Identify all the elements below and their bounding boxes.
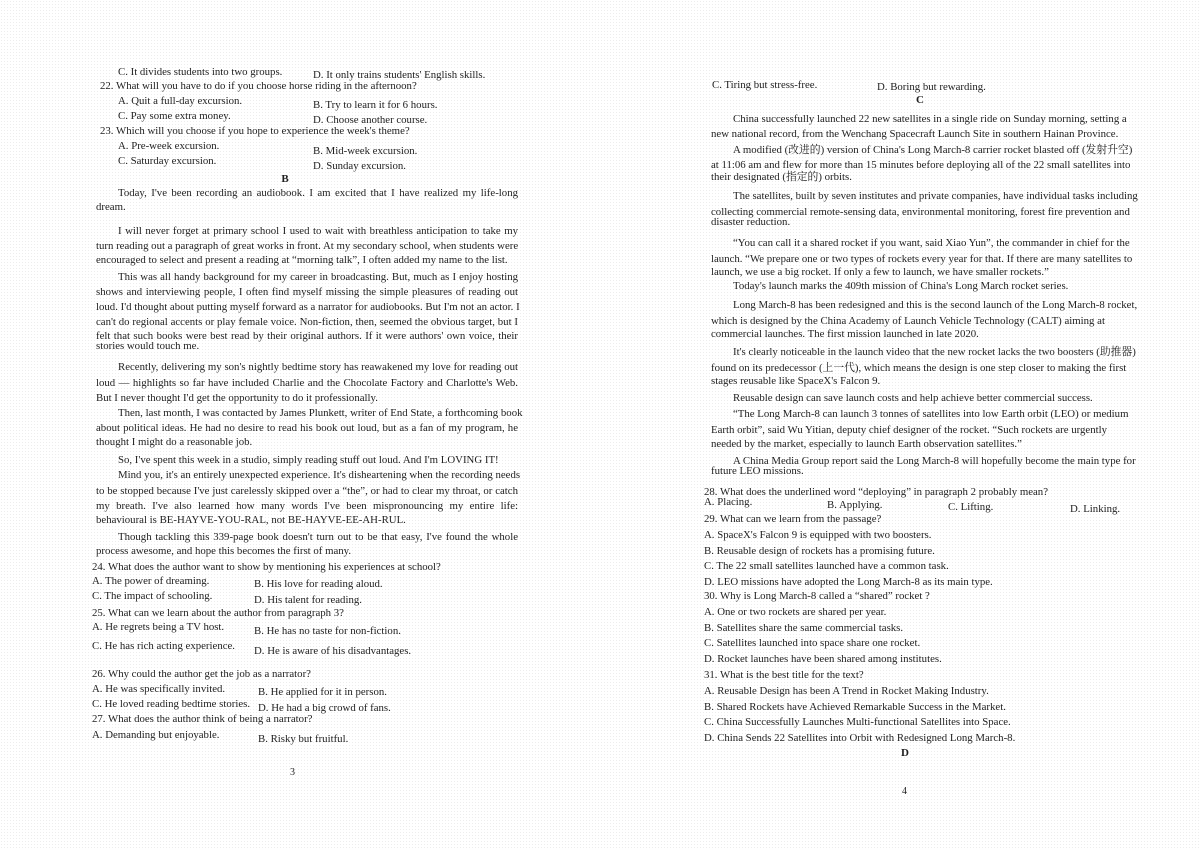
passage-c-line: disaster reduction. [711, 216, 791, 228]
q29-option-a: A. SpaceX's Falcon 9 is equipped with two boosters. [704, 529, 932, 541]
q28-option-b: B. Applying. [827, 499, 883, 511]
passage-b-line: loud — highlights so far have included Charlie and the Chocolate Factory and Charlotte's Web. [96, 377, 518, 389]
passage-b-line: my breath. I've also learned how many words I've been mispronouncing my entire life: [96, 500, 518, 512]
q24-option-a: A. The power of dreaming. [92, 575, 210, 587]
q31-option-a: A. Reusable Design has been A Trend in Rocket Making Industry. [704, 685, 989, 697]
passage-c-line: It's clearly noticeable in the launch video that the new rocket lacks the two boosters (助推器) [733, 346, 1136, 358]
q30-option-c: C. Satellites launched into space share one rocket. [704, 637, 921, 649]
q23-stem: 23. Which will you choose if you hope to experience the week's theme? [100, 125, 410, 137]
q25-option-a: A. He regrets being a TV host. [92, 621, 225, 633]
passage-c-line: new national record, from the Wenchang Spacecraft Launch Site in southern Hainan Province. [711, 128, 1119, 140]
passage-c-line: commercial launches. The first mission launched in late 2020. [711, 328, 979, 340]
passage-b-line: So, I've spent this week in a studio, simply reading stuff out loud. And I'm LOVING IT! [118, 454, 499, 466]
q26-option-b: B. He applied for it in person. [258, 686, 387, 698]
q22-option-d: D. Choose another course. [313, 114, 428, 126]
q31-option-b: B. Shared Rockets have Achieved Remarkable Success in the Market. [704, 701, 1006, 713]
q24-option-d: D. His talent for reading. [254, 594, 362, 606]
passage-b-line: encouraged to select and present a reading at “morning talk”, I often added my name to the list. [96, 254, 508, 266]
passage-c-line: launch. “We prepare one or two types of rockets every year for that. If there are many satellites to [711, 253, 1133, 265]
q24-stem: 24. What does the author want to show by mentioning his experiences at school? [92, 561, 441, 573]
passage-b-line: can't do regional accents or play female voice. Non-fiction, then, seemed the obvious target, but I [96, 316, 518, 328]
passage-b-line: stories would touch me. [96, 340, 200, 352]
passage-b-line: But I never thought I'd get the opportunity to do it professionally. [96, 392, 378, 404]
passage-b-line: behavioural is BE-HAYVE-YOU-RAL, not BE-HAYVE-EE-AH-RUL. [96, 514, 406, 526]
q29-option-b: B. Reusable design of rockets has a promising future. [704, 545, 935, 557]
section-d-heading: D [901, 747, 909, 759]
passage-b-line: Recently, delivering my son's nightly bedtime story has reawakened my love for reading out [118, 361, 518, 373]
q30-option-d: D. Rocket launches have been shared among institutes. [704, 653, 942, 665]
passage-c-line: their designated (指定的) orbits. [711, 171, 852, 183]
passage-b-line: Then, last month, I was contacted by James Plunkett, writer of End State, a forthcoming book [118, 407, 523, 419]
passage-b-line: shows and interviewing people, I often find myself missing the simple pleasures of reading out [96, 286, 518, 298]
passage-c-line: at 11:06 am and flew for more than 15 minutes before deploying all of the 22 small satellites into [711, 159, 1131, 171]
passage-b-line: loud. I'd thought about putting myself forward as a narrator for audiobooks. But I'm not an actor. I [96, 301, 520, 313]
q23-option-c: C. Saturday excursion. [118, 155, 217, 167]
q27-stem: 27. What does the author think of being a narrator? [92, 713, 313, 725]
passage-b-line: thought I might do a reasonable job. [96, 436, 253, 448]
q31-option-d: D. China Sends 22 Satellites into Orbit with Redesigned Long March-8. [704, 732, 1016, 744]
q26-stem: 26. Why could the author get the job as a narrator? [92, 668, 311, 680]
passage-c-line: A modified (改进的) version of China's Long March-8 carrier rocket blasted off (发射升空) [733, 144, 1133, 156]
passage-c-line: collecting commercial remote-sensing data, environmental monitoring, forest fire prevention and [711, 206, 1130, 218]
passage-c-line: “The Long March-8 can launch 3 tonnes of satellites into low Earth orbit (LEO) or medium [733, 408, 1129, 420]
passage-b-line: turn reading out a paragraph of great works in front. At my secondary school, when students were [96, 240, 519, 252]
right-page [600, 0, 1200, 850]
q23-option-a: A. Pre-week excursion. [118, 140, 220, 152]
passage-c-line: found on its predecessor (上一代), which means the design is one step closer to making the first [711, 362, 1127, 374]
passage-b-line: Mind you, it's an entirely unexpected experience. It's disheartening when the recording needs [118, 469, 521, 481]
q26-option-d: D. He had a big crowd of fans. [258, 702, 391, 714]
passage-b-line: Today, I've been recording an audiobook. I am excited that I have realized my life-long [118, 187, 518, 199]
page-number-right: 4 [902, 786, 907, 797]
passage-b-line: Though tackling this 339-page book doesn't turn out to be that easy, I've found the whole [118, 531, 518, 543]
q27-option-b: B. Risky but fruitful. [258, 733, 349, 745]
q26-option-a: A. He was specifically invited. [92, 683, 226, 695]
passage-b-line: about political ideas. He had no desire to read his book out loud, but as a fan of my program, he [96, 422, 518, 434]
passage-c-line: Today's launch marks the 409th mission of China's Long March rocket series. [733, 280, 1069, 292]
section-c-heading: C [916, 94, 924, 106]
q22-option-c: C. Pay some extra money. [118, 110, 231, 122]
q28-option-d: D. Linking. [1070, 503, 1121, 515]
passage-c-line: “You can call it a shared rocket if you want, said Xiao Yun”, the commander in chief for the [733, 237, 1130, 249]
passage-c-line: Long March-8 has been redesigned and this is the second launch of the Long March-8 rocket, [733, 299, 1138, 311]
q25-option-c: C. He has rich acting experience. [92, 640, 235, 652]
q25-option-b: B. He has no taste for non-fiction. [254, 625, 401, 637]
q29-stem: 29. What can we learn from the passage? [704, 513, 882, 525]
passage-c-line: Earth orbit”, said Wu Yitian, deputy chief designer of the rocket. “Such rockets are urgently [711, 424, 1108, 436]
q28-stem: 28. What does the underlined word “deploying” in paragraph 2 probably mean? [704, 486, 1048, 498]
passage-c-line: which is designed by the China Academy of Launch Vehicle Technology (CALT) aiming at [711, 315, 1105, 327]
q26-option-c: C. He loved reading bedtime stories. [92, 698, 251, 710]
q23-option-b: B. Mid-week excursion. [313, 145, 418, 157]
q30-stem: 30. Why is Long March-8 called a “shared” rocket ? [704, 590, 930, 602]
q22-option-b: B. Try to learn it for 6 hours. [313, 99, 438, 111]
passage-b-line: felt that such books were best read by their original authors. If it were authors' own voice, their [96, 330, 518, 342]
section-b-heading: B [281, 173, 289, 185]
passage-b-line: This was all handy background for my career in broadcasting. But, much as I enjoy hosting [118, 271, 518, 283]
q21-option-c: C. It divides students into two groups. [118, 66, 283, 78]
q25-option-d: D. He is aware of his disadvantages. [254, 645, 412, 657]
passage-c-line: launch, we use a big rocket. If only a few to launch, we have smaller rockets.” [711, 266, 1049, 278]
q22-stem: 22. What will you have to do if you choose horse riding in the afternoon? [100, 80, 417, 92]
passage-b-line: process awesome, and hope this becomes the first of many. [96, 545, 352, 557]
q30-option-a: A. One or two rockets are shared per year. [704, 606, 887, 618]
q25-stem: 25. What can we learn about the author from paragraph 3? [92, 607, 344, 619]
q29-option-d: D. LEO missions have adopted the Long March-8 as its main type. [704, 576, 993, 588]
passage-c-line: stages reusable like SpaceX's Falcon 9. [711, 375, 881, 387]
passage-c-line: A China Media Group report said the Long March-8 will hopefully become the main type for [733, 455, 1136, 467]
q27-option-d: D. Boring but rewarding. [877, 81, 986, 93]
q27-option-a: A. Demanding but enjoyable. [92, 729, 220, 741]
passage-c-line: needed by the market, especially to launch Earth observation satellites.” [711, 438, 1022, 450]
passage-b-line: I will never forget at primary school I used to wait with breathless anticipation to take my [118, 225, 518, 237]
q28-option-c: C. Lifting. [948, 501, 994, 513]
passage-c-line: Reusable design can save launch costs and help achieve better commercial success. [733, 392, 1093, 404]
passage-c-line: The satellites, built by seven institutes and private companies, have individual tasks including [733, 190, 1138, 202]
q29-option-c: C. The 22 small satellites launched have a common task. [704, 560, 949, 572]
q21-option-d: D. It only trains students' English skills. [313, 69, 486, 81]
q22-option-a: A. Quit a full-day excursion. [118, 95, 243, 107]
q31-stem: 31. What is the best title for the text? [704, 669, 864, 681]
passage-c-line: future LEO missions. [711, 465, 804, 477]
q31-option-c: C. China Successfully Launches Multi-functional Satellites into Space. [704, 716, 1011, 728]
q30-option-b: B. Satellites share the same commercial tasks. [704, 622, 904, 634]
passage-b-line: dream. [96, 201, 126, 213]
q23-option-d: D. Sunday excursion. [313, 160, 406, 172]
page-number-left: 3 [290, 767, 295, 778]
q24-option-c: C. The impact of schooling. [92, 590, 213, 602]
q28-option-a: A. Placing. [704, 496, 753, 508]
passage-b-line: to be stopped because I've just carelessly skipped over a “the”, or had to clear my throat, or catch [96, 485, 518, 497]
passage-c-line: China successfully launched 22 new satellites in a single ride on Sunday morning, setting a [733, 113, 1127, 125]
q24-option-b: B. His love for reading aloud. [254, 578, 383, 590]
q27-option-c: C. Tiring but stress-free. [712, 79, 818, 91]
